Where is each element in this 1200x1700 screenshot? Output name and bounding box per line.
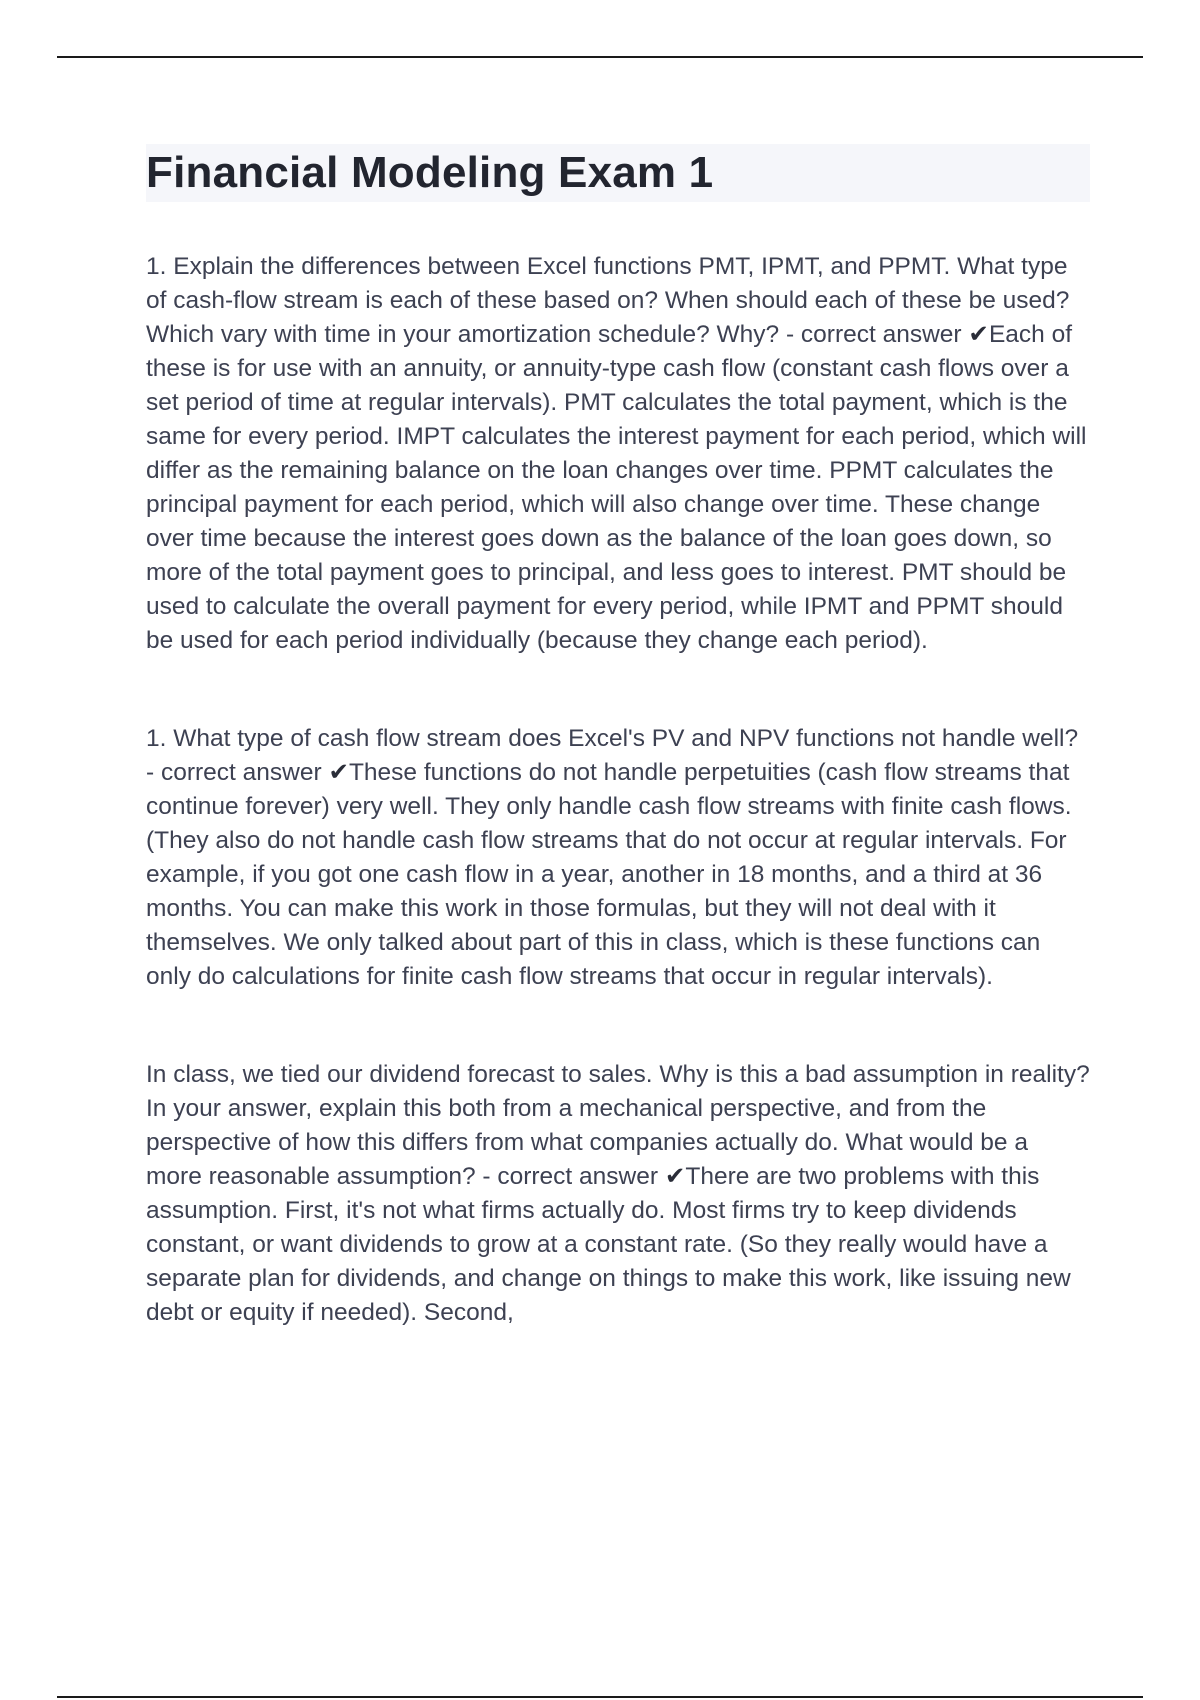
- bottom-rule: [57, 1696, 1143, 1698]
- top-rule: [57, 56, 1143, 58]
- document-body: [146, 144, 1090, 1394]
- question-text: In class, we tied our dividend forecast to sales. Why is this a bad assumption in reality? In your answer, explain this both from a mechanical perspective, and from the perspective of how this differs from what companies actually do. What would be a more reasonable assumption? - correct answer: [146, 1061, 1090, 1190]
- question-text: 1. What type of cash flow stream does Excel's PV and NPV functions not handle well? - correct answer: [146, 725, 1079, 786]
- check-icon: ✔: [328, 759, 349, 786]
- title-bar: [146, 144, 1090, 202]
- qa-item-1: [146, 250, 1090, 658]
- answer-text: These functions do not handle perpetuities (cash flow streams that continue forever) very well. They only handle cash flow streams with finite cash flows. (They also do not handle cash flow streams that do not occur at regular intervals. For example, if you got one cash flow in a year, another in 18 months, and a third at 36 months. You can make this work in those formulas, but they will not deal with it themselves. We only talked about part of this in class, which is these functions can only do calculations for finite cash flow streams that occur in regular intervals).: [146, 759, 1072, 990]
- qa-item-3: [146, 1058, 1090, 1330]
- answer-text: There are two problems with this assumption. First, it's not what firms actually do. Most firms try to keep dividends constant, or want dividends to grow at a constant rate. (So they really would have a separate plan for dividends, and change on things to make this work, like issuing new debt or equity if needed). Second,: [146, 1163, 1071, 1326]
- page-title: Financial Modeling Exam 1: [146, 148, 714, 197]
- question-text: 1. Explain the differences between Excel functions PMT, IPMT, and PPMT. What type of cash-flow stream is each of these based on? When should each of these be used? Which vary with time in your amortization schedule? Why? - correct answer: [146, 253, 1070, 348]
- check-icon: ✔: [968, 321, 989, 348]
- qa-item-2: [146, 722, 1090, 994]
- check-icon: ✔: [664, 1163, 686, 1190]
- answer-text: Each of these is for use with an annuity, or annuity-type cash flow (constant cash flows over a set period of time at regular intervals). PMT calculates the total payment, which is the same for every period. IMPT calculates the interest payment for each period, which will differ as the remaining balance on the loan changes over time. PPMT calculates the principal payment for each period, which will also change over time. These change over time because the interest goes down as the balance of the loan goes down, so more of the total payment goes to principal, and less goes to interest. PMT should be used to calculate the overall payment for every period, while IPMT and PPMT should be used for each period individually (because they change each period).: [146, 321, 1087, 654]
